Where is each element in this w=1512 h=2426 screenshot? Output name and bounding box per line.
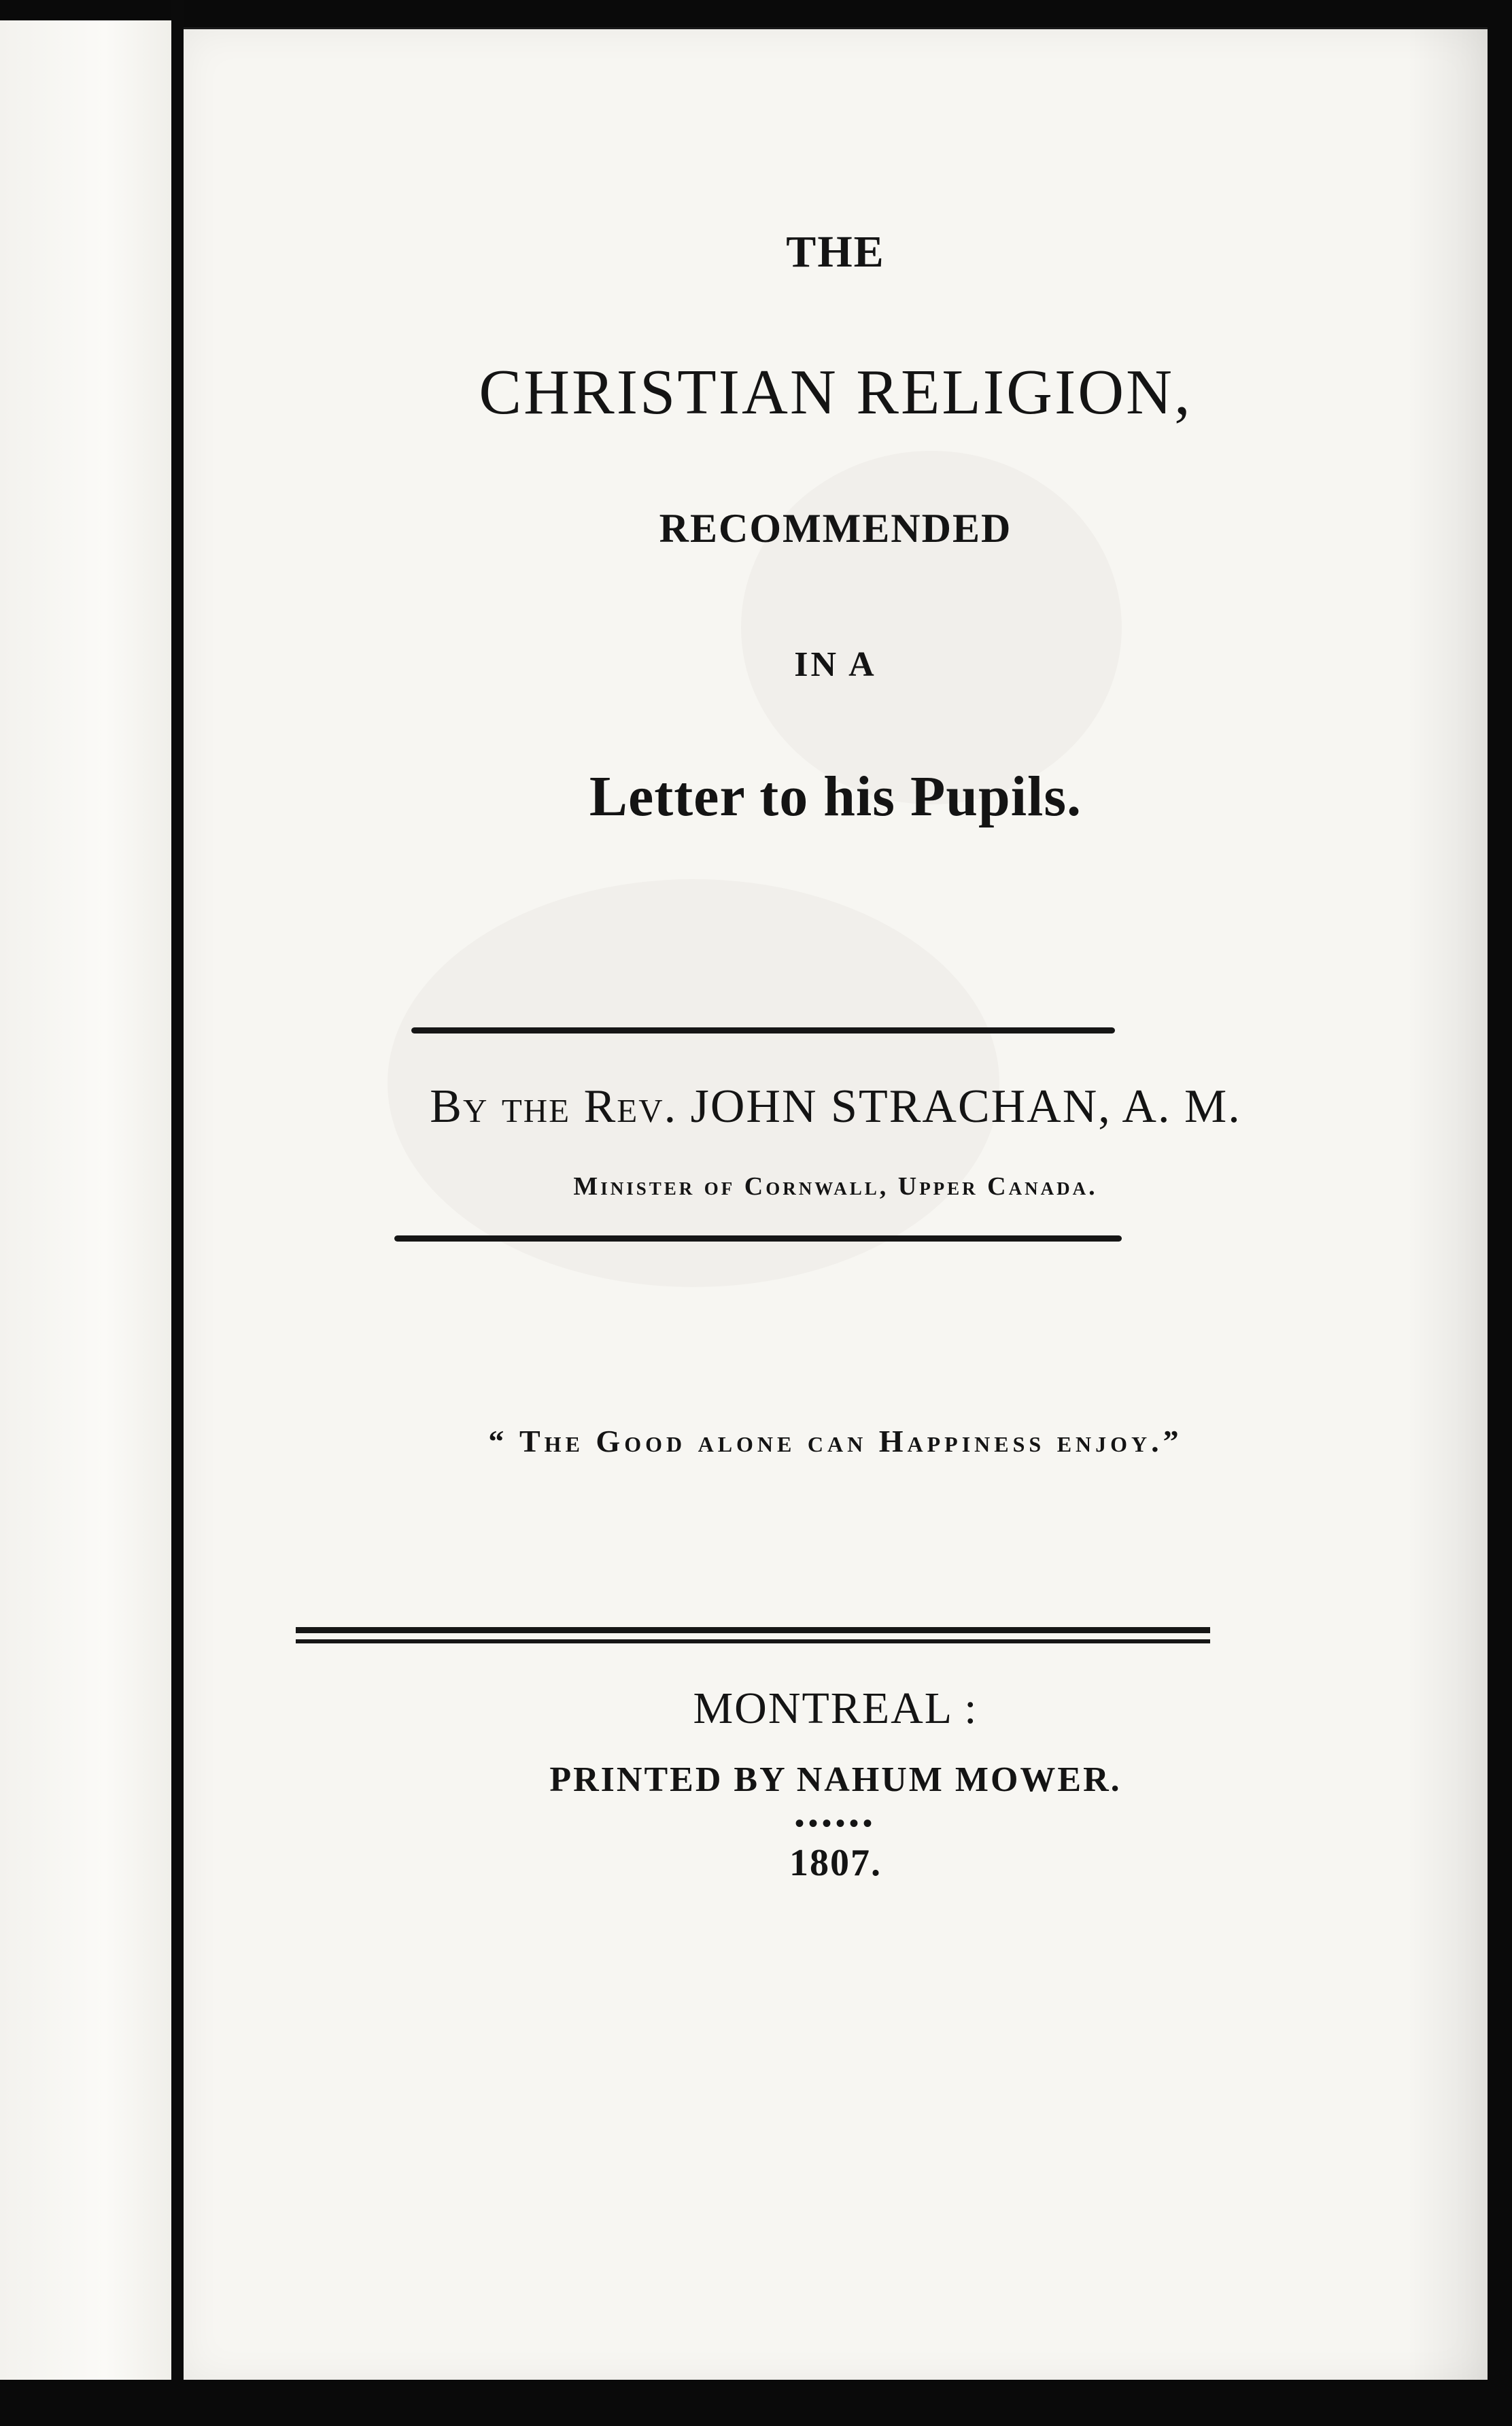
imprint-ornament-dots: ••••••: [794, 1808, 877, 1839]
facing-blank-page: [0, 20, 175, 2390]
imprint-place: MONTREAL :: [693, 1684, 978, 1733]
ornamental-rule: [394, 1235, 1122, 1242]
epigraph: “ The Good alone can Happiness enjoy.”: [488, 1424, 1183, 1458]
title-page: [184, 27, 1488, 2382]
double-rule-upper: [296, 1627, 1210, 1633]
author-line: By the Rev. JOHN STRACHAN, A. M.: [430, 1080, 1241, 1133]
scan-bottom-edge: [0, 2380, 1512, 2426]
imprint-printer: PRINTED BY NAHUM MOWER.: [549, 1760, 1122, 1799]
title-article: THE: [786, 227, 885, 277]
imprint-year: 1807.: [789, 1842, 882, 1884]
paper-stain: [741, 451, 1122, 804]
main-title: CHRISTIAN RELIGION,: [479, 357, 1192, 428]
double-rule-lower: [296, 1639, 1210, 1643]
title-letter: Letter to his Pupils.: [589, 765, 1082, 828]
title-in-a: IN A: [794, 645, 877, 684]
author-position: Minister of Cornwall, Upper Canada.: [573, 1172, 1098, 1201]
title-recommended: RECOMMENDED: [659, 506, 1012, 551]
book-gutter: [171, 0, 184, 2426]
ornamental-rule: [411, 1027, 1115, 1033]
